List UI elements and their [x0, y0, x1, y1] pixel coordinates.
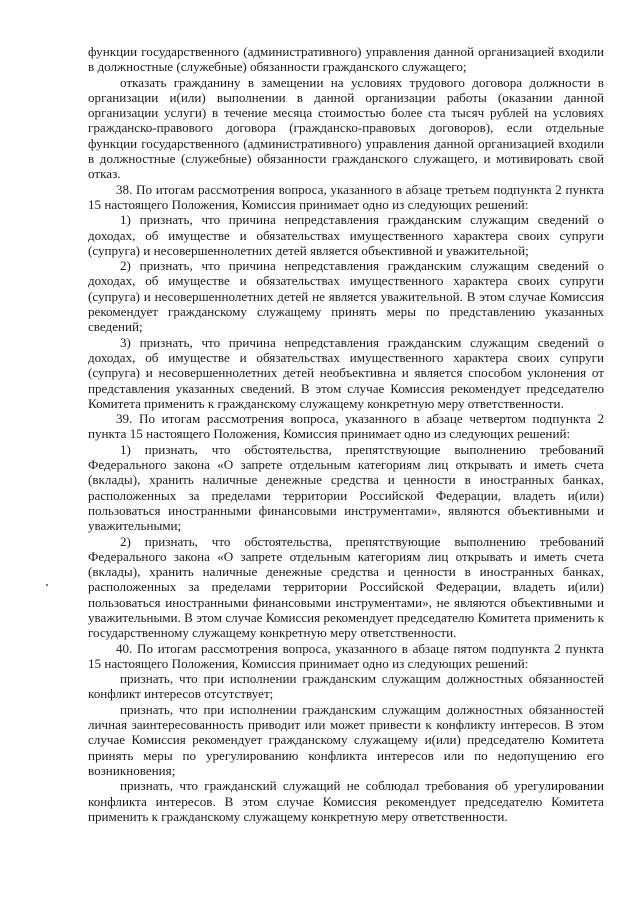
paragraph-refuse-citizen: отказать гражданину в замещении на условиях трудового договора должности в организации и(или) выполнении в данной организации работы (оказании данной организации услуги) в течение месяца стоимостью более ста тысяч рублей на условиях гражданско-правового договора (гражданско-правовых договоров), если отдельные функции государственного (административного) управления данной организацией входили в должностные (служебные) обязанности гражданского служащего, и мотивировать свой отказ. — [88, 74, 604, 182]
paragraph-item-38: 38. По итогам рассмотрения вопроса, указанного в абзаце третьем подпункта 2 пункта 15 настоящего Положения, Комиссия принимает одно из следующих решений: — [88, 181, 604, 212]
scan-speck — [46, 584, 48, 586]
paragraph-40-decision-3: признать, что гражданский служащий не соблюдал требования об урегулировании конфликта интересов. В этом случае Комиссия рекомендует председателю Комитета применить к гражданскому служащему конкретную меру ответственности. — [88, 778, 604, 824]
document-body — [88, 44, 604, 824]
paragraph-item-40: 40. По итогам рассмотрения вопроса, указанного в абзаце пятом подпункта 2 пункта 15 настоящего Положения, Комиссия принимает одно из следующих решений: — [88, 640, 604, 671]
paragraph-39-decision-2: 2) признать, что обстоятельства, препятствующие выполнению требований Федерального закона «О запрете отдельным категориям лиц открывать и иметь счета (вклады), хранить наличные денежные средства и ценности в иностранных банках, расположенных за пределами территории Российской Федерации, владеть и(или) пользоваться иностранными финансовыми инструментами», не являются объективными и уважительными. В этом случае Комиссия рекомендует председателю Комитета применить к государственному служащему конкретную меру ответственности. — [88, 533, 604, 641]
paragraph-item-39: 39. По итогам рассмотрения вопроса, указанного в абзаце четвертом подпункта 2 пункта 15 настоящего Положения, Комиссия принимает одно из следующих решений: — [88, 411, 604, 442]
paragraph-39-decision-1: 1) признать, что обстоятельства, препятствующие выполнению требований Федерального закона «О запрете отдельным категориям лиц открывать и иметь счета (вклады), хранить наличные денежные средства и ценности в иностранных банках, расположенных за пределами территории Российской Федерации, владеть и(или) пользоваться иностранными финансовыми инструментами», являются объективными и уважительными; — [88, 441, 604, 534]
paragraph-38-decision-2: 2) признать, что причина непредставления гражданским служащим сведений о доходах, об имуществе и обязательствах имущественного характера своих супруги (супруга) и несовершеннолетних детей не является уважительной. В этом случае Комиссия рекомендует гражданскому служащему принять меры по представлению указанных сведений; — [88, 258, 604, 335]
paragraph-38-decision-1: 1) признать, что причина непредставления гражданским служащим сведений о доходах, об имуществе и обязательствах имущественного характера своих супруги (супруга) и несовершеннолетних детей является объективной и уважительной; — [88, 212, 604, 258]
paragraph-40-decision-2: признать, что при исполнении гражданским служащим должностных обязанностей личная заинтересованность приводит или может привести к конфликту интересов. В этом случае Комиссия рекомендует гражданскому служащему и(или) председателю Комитета принять меры по урегулированию конфликта интересов или по недопущению его возникновения; — [88, 701, 604, 778]
paragraph-functions-continuation: функции государственного (административного) управления данной организацией входили в должностные (служебные) обязанности гражданского служащего; — [88, 44, 604, 75]
paragraph-38-decision-3: 3) признать, что причина непредставления гражданским служащим сведений о доходах, об имуществе и обязательствах имущественного характера своих супруги (супруга) и несовершеннолетних детей необъективна и является способом уклонения от представления указанных сведений. В этом случае Комиссия рекомендует председателю Комитета применить к гражданскому служащему конкретную меру ответственности. — [88, 334, 604, 411]
paragraph-40-decision-1: признать, что при исполнении гражданским служащим должностных обязанностей конфликт интересов отсутствует; — [88, 671, 604, 702]
